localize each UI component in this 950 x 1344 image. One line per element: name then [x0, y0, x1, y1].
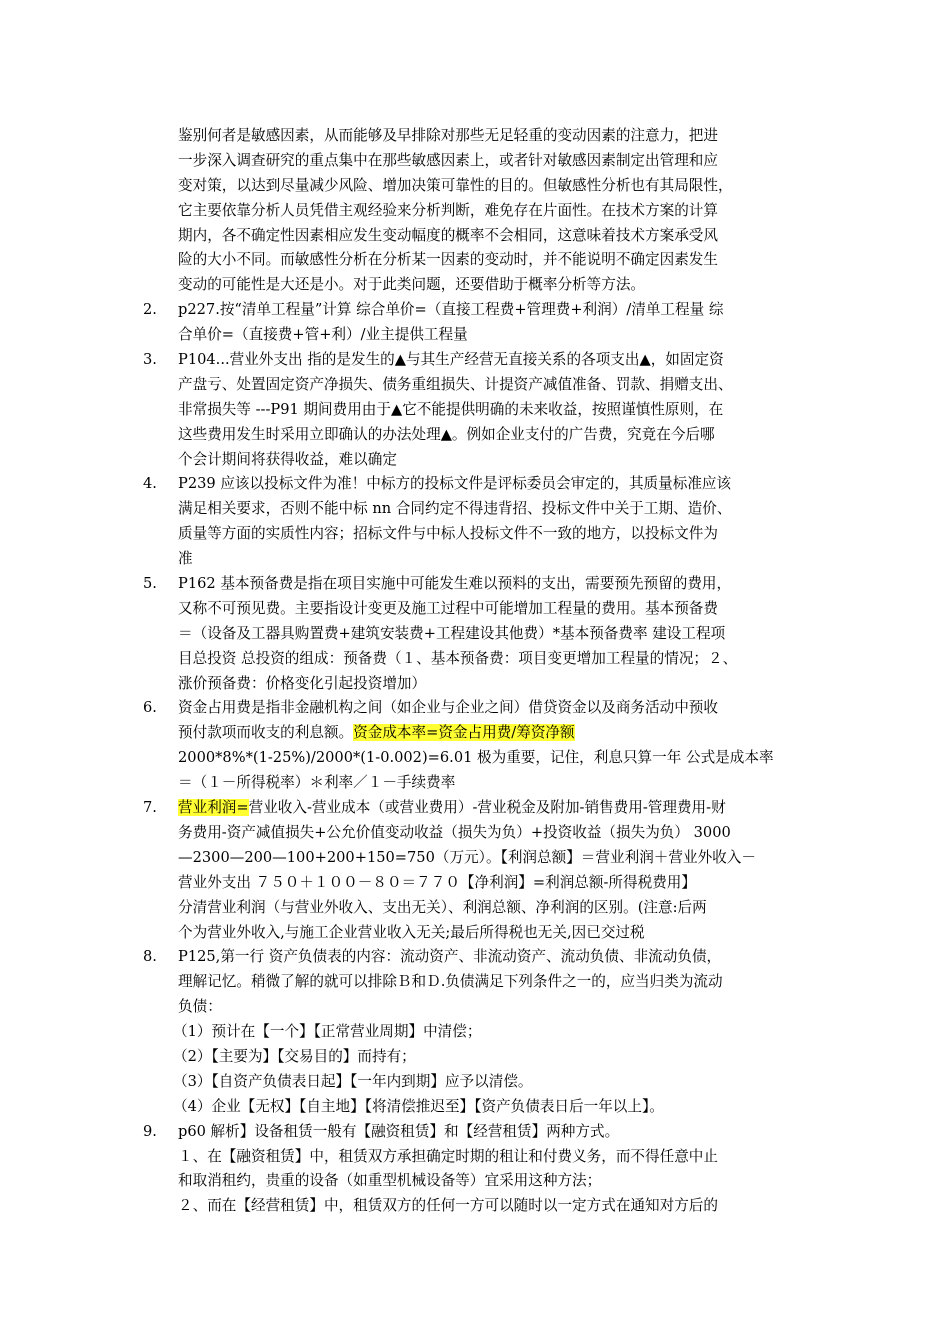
list-item-5-line: 目总投资 总投资的组成：预备费（１、基本预备费：项目变更增加工程量的情况；２、	[178, 649, 738, 667]
list-item-3-line: 产盘亏、处置固定资产净损失、债务重组损失、计提资产减值准备、罚款、捐赠支出、	[178, 375, 733, 393]
item-text: P125,第一行 资产负债表的内容：流动资产、非流动资产、流动负债、非流动负债，	[178, 948, 722, 966]
highlighted-formula: 资金成本率=资金占用费/筹资净额	[353, 724, 575, 742]
document-body	[0, 124, 950, 1219]
list-item-9-line: 和取消租约，贵重的设备（如重型机械设备等）宜采用这种方法；	[178, 1172, 602, 1190]
list-item-8-subpoint: （1）预计在【一个】【正常营业周期】中清偿；	[173, 1023, 482, 1041]
item-text: p60 解析】设备租赁一般有【融资租赁】和【经营租赁】两种方式。	[178, 1122, 620, 1140]
item-text: p227.按“清单工程量”计算 综合单价=（直接工程费+管理费+利润）/清单工程量 综	[178, 301, 724, 319]
list-number: 4.	[143, 475, 157, 493]
list-item-9-line	[0, 1120, 950, 1145]
list-item-5-line: 涨价预备费：价格变化引起投资增加）	[178, 674, 427, 692]
item-text: 营业收入-营业成本（或营业费用）-营业税金及附加-销售费用-管理费用-财	[248, 799, 726, 817]
list-item-6-line	[0, 696, 950, 721]
list-item-3-line	[0, 348, 950, 373]
list-item-7-line: 个为营业外收入,与施工企业营业收入无关;最后所得税也无关,因已交过税	[178, 923, 645, 941]
list-item-8-subpoint: （3）【自资产负债表日起】【一年内到期】应予以清偿。	[173, 1072, 533, 1090]
list-item-7-line	[0, 796, 950, 821]
item-text: P162 基本预备费是指在项目实施中可能发生难以预料的支出，需要预先预留的费用，	[178, 575, 732, 593]
list-item-4-line: 质量等方面的实质性内容；招标文件与中标人投标文件不一致的地方，以投标文件为	[178, 525, 718, 543]
list-item-8-line: 理解记忆。稍微了解的就可以排除Ｂ和Ｄ.负债满足下列条件之一的，应当归类为流动	[178, 973, 723, 991]
list-item-6-line: 2000*8%*(1-25%)/2000*(1-0.002)=6.01 极为重要，记住，利息只算一年 公式是成本率	[178, 749, 774, 767]
list-item-6-line: ＝（１－所得税率）＊利率／１－手续费率	[178, 774, 456, 792]
list-item-3-line: 个会计期间将获得收益，难以确定	[178, 450, 397, 468]
list-number: 6.	[143, 699, 157, 717]
list-item-8-line: 负债：	[178, 998, 222, 1016]
lead-line: 期内，各不确定性因素相应发生变动幅度的概率不会相同，这意味着技术方案承受风	[178, 226, 718, 244]
lead-line: 变动的可能性是大还是小。对于此类问题，还要借助于概率分析等方法。	[178, 276, 646, 294]
list-item-7-line: 务费用-资产减值损失+公允价值变动收益（损失为负）+投资收益（损失为负） 3000	[178, 823, 731, 841]
item-text: 资金占用费是指非金融机构之间（如企业与企业之间）借贷资金以及商务活动中预收	[178, 699, 718, 717]
list-item-8-line	[0, 945, 950, 970]
list-item-7-line: 分清营业利润（与营业外收入、支出无关）、利润总额、净利润的区别。(注意:后两	[178, 898, 707, 916]
list-number: 9.	[143, 1122, 157, 1140]
lead-line: 险的大小不同。而敏感性分析在分析某一因素的变动时，并不能说明不确定因素发生	[178, 251, 718, 269]
list-number: 8.	[143, 948, 157, 966]
list-number: 7.	[143, 799, 157, 817]
list-item-8-subpoint: （2）【主要为】【交易目的】而持有；	[173, 1047, 416, 1065]
item-text: P104...营业外支出 指的是发生的▲与其生产经营无直接关系的各项支出▲，如固定资	[178, 351, 724, 369]
list-item-4-line	[0, 472, 950, 497]
highlighted-term: 营业利润=	[178, 799, 249, 817]
item-text: 预付款项而收支的利息额。	[178, 724, 354, 742]
lead-line: 它主要依靠分析人员凭借主观经验来分析判断，难免存在片面性。在技术方案的计算	[178, 201, 718, 219]
list-item-6-line	[0, 721, 950, 746]
list-item-4-line: 准	[178, 550, 193, 568]
list-number: 5.	[143, 575, 157, 593]
list-item-4-line: 满足相关要求，否则不能中标 nn 合同约定不得违背招、投标文件中关于工期、造价、	[178, 500, 732, 518]
list-item-5-line: 又称不可预见费。主要指设计变更及施工过程中可能增加工程量的费用。基本预备费	[178, 599, 718, 617]
lead-line: 一步深入调查研究的重点集中在那些敏感因素上，或者针对敏感因素制定出管理和应	[178, 151, 718, 169]
lead-line: 变对策，以达到尽量减少风险、增加决策可靠性的目的。但敏感性分析也有其局限性，	[178, 176, 733, 194]
list-number: 2.	[143, 301, 157, 319]
list-item-3-line: 这些费用发生时采用立即确认的办法处理▲。例如企业支付的广告费，究竟在今后哪	[178, 425, 715, 443]
list-item-2-line: 合单价=（直接费+管+利）/业主提供工程量	[178, 326, 468, 344]
list-item-8-subpoint: （4）企业【无权】【自主地】【将清偿推迟至】【资产负债表日后一年以上】。	[173, 1097, 664, 1115]
list-item-7-line: —2300—200—100+200+150=750（万元）。【利润总额】＝营业利润＋营业外收入－	[178, 848, 756, 866]
list-item-3-line: 非常损失等 ---P91 期间费用由于▲它不能提供明确的未来收益，按照谨慎性原则，在	[178, 400, 724, 418]
list-item-2-line	[0, 298, 950, 323]
item-text: P239 应该以投标文件为准！中标方的投标文件是评标委员会审定的，其质量标准应该	[178, 475, 732, 493]
list-item-5-line: ＝（设备及工器具购置费+建筑安装费+工程建设其他费）*基本预备费率 建设工程项	[178, 624, 726, 642]
list-item-9-line: １、在【融资租赁】中，租赁双方承担确定时期的租让和付费义务，而不得任意中止	[178, 1147, 718, 1165]
list-item-7-line: 营业外支出 ７５０＋１００－８０＝７７０【净利润】=利润总额-所得税费用】	[178, 873, 696, 891]
lead-line: 鉴别何者是敏感因素，从而能够及早排除对那些无足轻重的变动因素的注意力，把进	[178, 127, 718, 144]
list-number: 3.	[143, 351, 157, 369]
list-item-5-line	[0, 572, 950, 597]
list-item-9-line: ２、而在【经营租赁】中，租赁双方的任何一方可以随时以一定方式在通知对方后的	[178, 1197, 718, 1215]
